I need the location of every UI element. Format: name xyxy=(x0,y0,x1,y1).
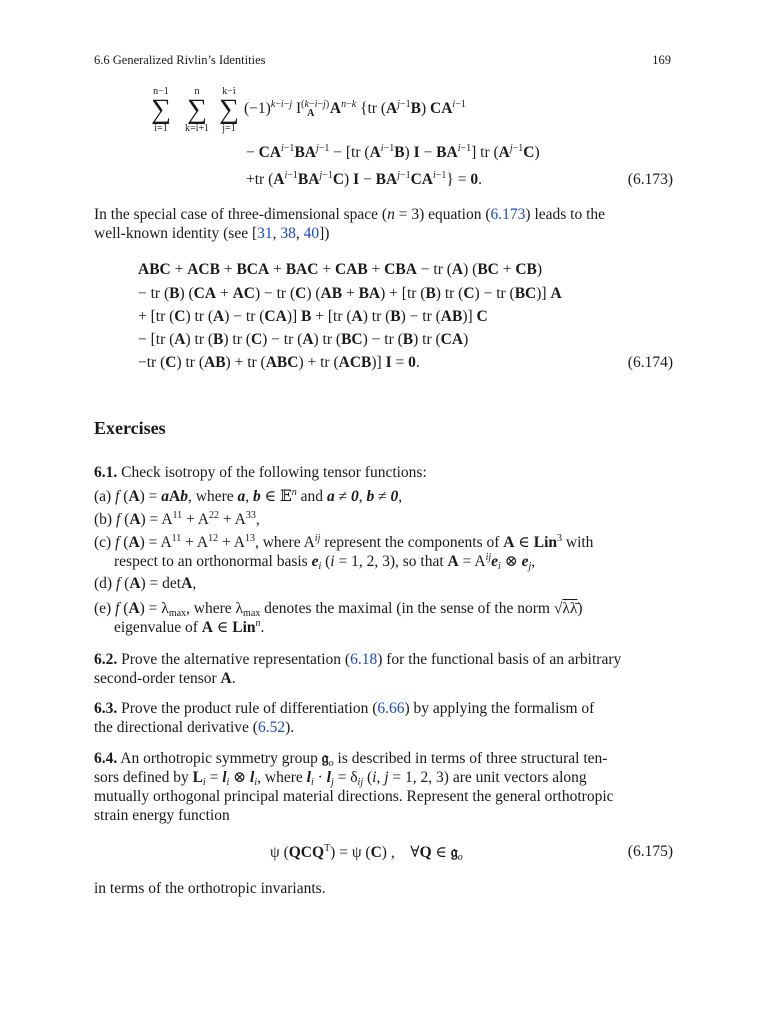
equation-6-175: ψ $(QCQ^T) = \psi$ (C) , ∀Q ∈ 𝔤$_o$ xyxy=(270,843,463,863)
eq-173-line-2: − $CA^{i-1}BA^{j-1} - [tr$ $(A^{i-1}B) I - BA^{i-1}$] tr $(A^{j-1}C)$ xyxy=(246,143,540,161)
exercise-6-4: 6.4. An orthotropic symmetry group 𝔤$_o$ is described in terms of three structural ten- sors defined by $L_i = l_i$ ⊗ $l_i$, where $l_i \cdot l_j = \delta_{ij}$ (i, j = 1, 2, 3) are unit vectors along mutually orthogonal principal material directions. Represent the general orthotropic strain energy function xyxy=(94,750,614,824)
equation-number-6-173: (6.173) xyxy=(627,171,673,188)
equation-number-6-175: (6.175) xyxy=(627,843,673,860)
eq-174-line-1: ABC + ACB + BCA + BAC + CAB + CBA − tr (A) (BC + CB) xyxy=(138,261,543,278)
ref-6-18[interactable]: 6.18 xyxy=(350,651,378,668)
exercise-6-2: 6.2. Prove the alternative representation (6.18) for the functional basis of an arbitrary second-order tensor A. xyxy=(94,651,622,687)
page-number: 169 xyxy=(652,53,671,67)
exercise-6-1-e: (e) f $(A) = \lambda_{max}$, where $\lambda_{max}$ denotes the maximal (in the sense of the norm √λλ̄) eigenvalue of A ∈ Lin$^n$. xyxy=(94,600,583,636)
summation-1: n−1 ∑ i=1 xyxy=(151,86,171,134)
eq-174-line-4: − [tr (A) tr (B) tr (C) − tr (A) tr (BC) − tr (B) tr (CA) xyxy=(138,331,469,348)
citation-38[interactable]: 38 xyxy=(280,225,296,242)
exercise-6-1-d: (d) f (A) = detA, xyxy=(94,575,197,592)
exercise-6-1-a: (a) f (A) = aAb, where a, b ∈ 𝔼$^n$ and a ≠ 0, b ≠ 0, xyxy=(94,487,403,505)
paragraph-special-case: In the special case of three-dimensional space (n = 3) equation (6.173) leads to the well-known identity (see [31, 38, 40]) xyxy=(94,206,606,242)
exercise-6-4-tail: in terms of the orthotropic invariants. xyxy=(94,880,326,897)
eq-173-line-3: +tr $(A^{i-1}BA^{j-1}C) I - BA^{j-1}CA^{i-1}\} = 0$. xyxy=(246,170,482,188)
exercise-6-3: 6.3. Prove the product rule of differentiation (6.66) by applying the formalism of the directional derivative (6.52). xyxy=(94,700,595,736)
ref-6-173[interactable]: 6.173 xyxy=(490,206,526,223)
eq-174-line-5: −tr (C) tr (AB) + tr (ABC) + tr (ACB)] I = 0. xyxy=(138,354,420,371)
equation-number-6-174: (6.174) xyxy=(627,354,673,371)
summation-3: k−i ∑ j=1 xyxy=(219,86,239,134)
eq-174-line-3: + [tr (C) tr (A) − tr (CA)] B + [tr (A) tr (B) − tr (AB)] C xyxy=(138,308,488,325)
summation-2: n ∑ k=i+1 xyxy=(184,86,210,134)
citation-31[interactable]: 31 xyxy=(257,225,273,242)
ref-6-66[interactable]: 6.66 xyxy=(377,700,405,717)
exercise-6-1: 6.1. Check isotropy of the following tensor functions: xyxy=(94,464,427,481)
running-header: 6.6 Generalized Rivlin’s Identities xyxy=(94,53,266,67)
exercises-heading: Exercises xyxy=(94,418,166,438)
exercise-6-1-c: (c) f $(A) = A^{11} + A^{12} + A^{13}$, where $A^{ij}$ represent the components of A ∈ Lin$^3$ with respect to an orthonormal basis $e_i$ (i = 1, 2, 3), so that $A = A^{ij}e_i$ ⊗ $e_j$, xyxy=(94,533,594,572)
eq-174-line-2: − tr (B) (CA + AC) − tr (C) (AB + BA) + [tr (B) tr (C) − tr (BC)] A xyxy=(138,285,562,302)
citation-40[interactable]: 40 xyxy=(303,225,320,242)
ref-6-52[interactable]: 6.52 xyxy=(257,719,286,736)
eq-173-line-1: $(-1)^{k-i-j}$ $I^{(k-i-j)}_A$ $A^{n-k}$ {tr $(A^{j-1}B)$ $CA^{i-1}$ xyxy=(244,99,466,119)
exercise-6-1-b: (b) f $(A) = A^{11} + A^{22} + A^{33}$, xyxy=(94,510,260,528)
